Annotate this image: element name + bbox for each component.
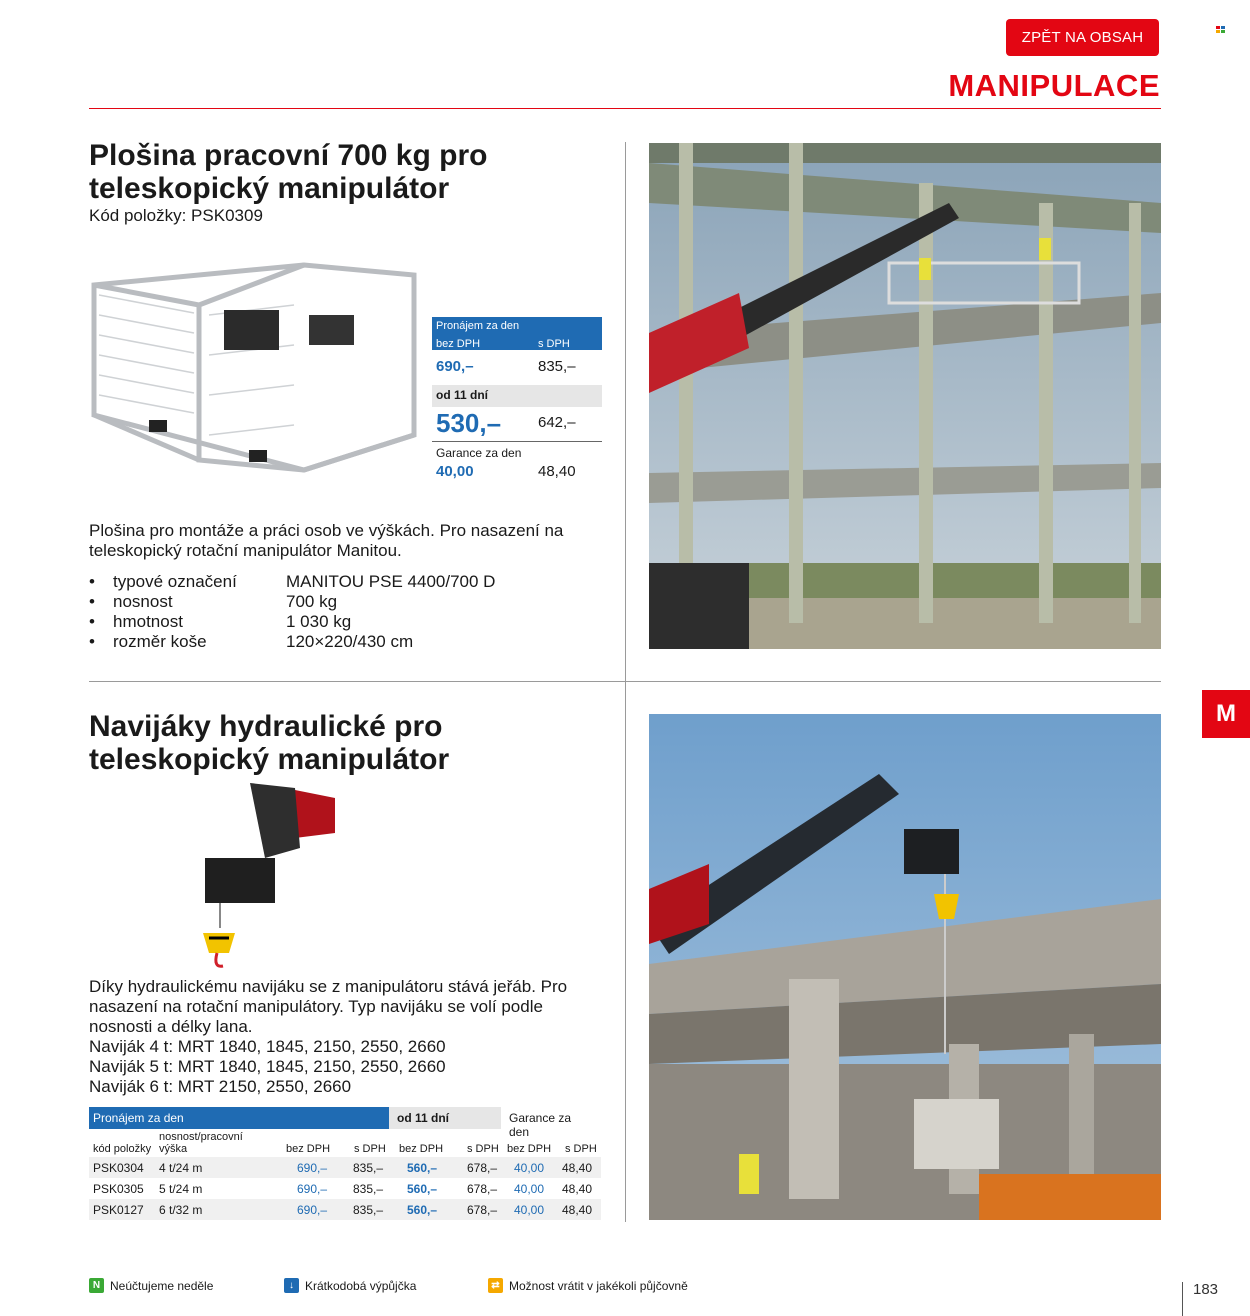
cell-from-vat: 678,– — [467, 1161, 498, 1175]
header-from: od 11 dní — [389, 1107, 501, 1129]
cell-rent-vat: 835,– — [353, 1182, 384, 1196]
n-badge-icon: N — [89, 1278, 104, 1293]
cell-deposit-no-vat: 40,00 — [514, 1203, 545, 1217]
price-deposit-row — [432, 460, 602, 484]
spec-key: rozměr koše — [113, 632, 207, 651]
price-from-vat: 642,– — [538, 414, 576, 431]
model-line: Naviják 6 t: MRT 2150, 2550, 2660 — [89, 1077, 352, 1096]
cell-rent-vat: 835,– — [353, 1161, 384, 1175]
model-line: Naviják 5 t: MRT 1840, 1845, 2150, 2550, 2660 — [89, 1057, 446, 1076]
footer-item-return-anywhere — [488, 1278, 688, 1293]
col-no-vat: bez DPH — [436, 338, 481, 350]
price-day-vat: 835,– — [538, 358, 576, 375]
cell-capacity: 6 t/32 m — [159, 1203, 203, 1217]
cell-deposit-vat: 48,40 — [562, 1203, 593, 1217]
product-divider — [89, 681, 1161, 682]
product1-price-box — [432, 317, 602, 484]
spec-row: • rozměr koše 120×220/430 cm — [89, 632, 414, 651]
back-to-contents-button[interactable]: ZPĚT NA OBSAH — [1006, 19, 1159, 56]
table-row — [89, 1157, 601, 1178]
cell-from-vat: 678,– — [467, 1182, 498, 1196]
product1-code: Kód položky: PSK0309 — [89, 206, 263, 225]
price-header — [432, 317, 602, 350]
footer-item-short-rent — [284, 1278, 416, 1293]
cell-deposit-no-vat: 40,00 — [514, 1182, 545, 1196]
cell-from-no-vat: 560,– — [407, 1161, 438, 1175]
cell-code: PSK0127 — [93, 1203, 144, 1217]
cell-capacity: 5 t/24 m — [159, 1182, 203, 1196]
platform-image — [89, 245, 419, 480]
product2-description: Díky hydraulickému navijáku se z manipulátoru stává jeřáb. Pro nasazení na rotační manipulátory. Typ navijáku se volí podle nosnosti a délky lana. — [89, 977, 568, 1036]
spec-value: MANITOU PSE 4400/700 D — [286, 572, 496, 591]
winch-image — [195, 778, 340, 973]
table-row — [89, 1178, 601, 1199]
cell-deposit-vat: 48,40 — [562, 1161, 593, 1175]
cell-rent-no-vat: 690,– — [297, 1161, 328, 1175]
col-deposit-no-vat: bez DPH — [507, 1143, 552, 1155]
table-subheader — [89, 1129, 601, 1157]
header-deposit: Garance za den — [509, 1111, 572, 1139]
model-line: Naviják 4 t: MRT 1840, 1845, 2150, 2550, 2660 — [89, 1037, 446, 1056]
spec-value: 120×220/430 cm — [286, 632, 414, 651]
col-deposit-vat: s DPH — [565, 1143, 597, 1155]
header-rent: Pronájem za den — [89, 1107, 389, 1129]
spec-key: nosnost — [113, 592, 173, 611]
product1-specs — [89, 572, 495, 652]
cell-from-no-vat: 560,– — [407, 1203, 438, 1217]
section-tab-m[interactable]: M — [1202, 690, 1250, 738]
product2-models — [89, 1037, 609, 1097]
col-from-no-vat: bez DPH — [399, 1143, 444, 1155]
cell-code: PSK0304 — [93, 1161, 144, 1175]
col-vat: s DPH — [538, 338, 570, 350]
winch-price-table — [89, 1107, 601, 1220]
spec-row: • hmotnost 1 030 kg — [89, 612, 352, 631]
product2-title: Navijáky hydraulické pro teleskopický manipulátor — [89, 710, 450, 776]
section-title: MANIPULACE — [948, 68, 1160, 103]
price-from-row — [432, 407, 602, 442]
spec-value: 700 kg — [286, 592, 338, 611]
footer-item-label: Neúčtujeme neděle — [110, 1278, 214, 1293]
col-from-vat: s DPH — [467, 1143, 499, 1155]
cell-deposit-no-vat: 40,00 — [514, 1161, 545, 1175]
price-day-row — [432, 350, 602, 380]
cell-rent-vat: 835,– — [353, 1203, 384, 1217]
spec-row: • typové označení MANITOU PSE 4400/700 D — [89, 572, 496, 591]
table-row — [89, 1199, 601, 1220]
price-day-no-vat: 690,– — [436, 358, 474, 375]
transfer-icon: ⇄ — [488, 1278, 503, 1293]
table-header — [89, 1107, 601, 1139]
price-from-no-vat: 530,– — [436, 408, 502, 438]
cell-deposit-vat: 48,40 — [562, 1182, 593, 1196]
spec-row: • nosnost 700 kg — [89, 592, 338, 611]
spec-key: hmotnost — [113, 612, 183, 631]
footer-item-label: Možnost vrátit v jakékoli půjčovně — [509, 1278, 688, 1293]
col-rent-no-vat: bez DPH — [286, 1143, 331, 1155]
product1-description: Plošina pro montáže a práci osob ve výškách. Pro nasazení na teleskopický rotační manipulátor Manitou. — [89, 521, 564, 560]
footer-item-sundays — [89, 1278, 213, 1293]
price-deposit-vat: 48,40 — [538, 463, 576, 480]
cell-rent-no-vat: 690,– — [297, 1182, 328, 1196]
cell-rent-no-vat: 690,– — [297, 1203, 328, 1217]
download-icon: ↓ — [284, 1278, 299, 1293]
col-code: kód položky — [93, 1143, 152, 1155]
product1-title: Plošina pracovní 700 kg pro teleskopický manipulátor — [89, 139, 488, 205]
col-rent-vat: s DPH — [354, 1143, 386, 1155]
spec-value: 1 030 kg — [286, 612, 352, 631]
col-capacity: nosnost/pracovní výška — [159, 1131, 243, 1155]
price-deposit-label: Garance za den — [436, 446, 522, 460]
page-number: 183 — [1193, 1281, 1219, 1298]
cell-from-vat: 678,– — [467, 1203, 498, 1217]
cell-code: PSK0305 — [93, 1182, 144, 1196]
cell-from-no-vat: 560,– — [407, 1182, 438, 1196]
footer-item-label: Krátkodobá výpůjčka — [305, 1278, 417, 1293]
cell-capacity: 4 t/24 m — [159, 1161, 203, 1175]
brand-logo-icon — [1216, 26, 1226, 34]
price-from-label: od 11 dní — [432, 385, 602, 407]
column-divider — [625, 142, 626, 1222]
page-number-divider — [1182, 1282, 1183, 1316]
price-header-label: Pronájem za den — [436, 320, 520, 332]
header-divider — [89, 108, 1161, 109]
spec-key: typové označení — [113, 572, 237, 591]
winch-in-use-photo — [649, 714, 1161, 1220]
platform-in-use-photo — [649, 143, 1161, 649]
price-deposit-no-vat: 40,00 — [436, 463, 474, 480]
